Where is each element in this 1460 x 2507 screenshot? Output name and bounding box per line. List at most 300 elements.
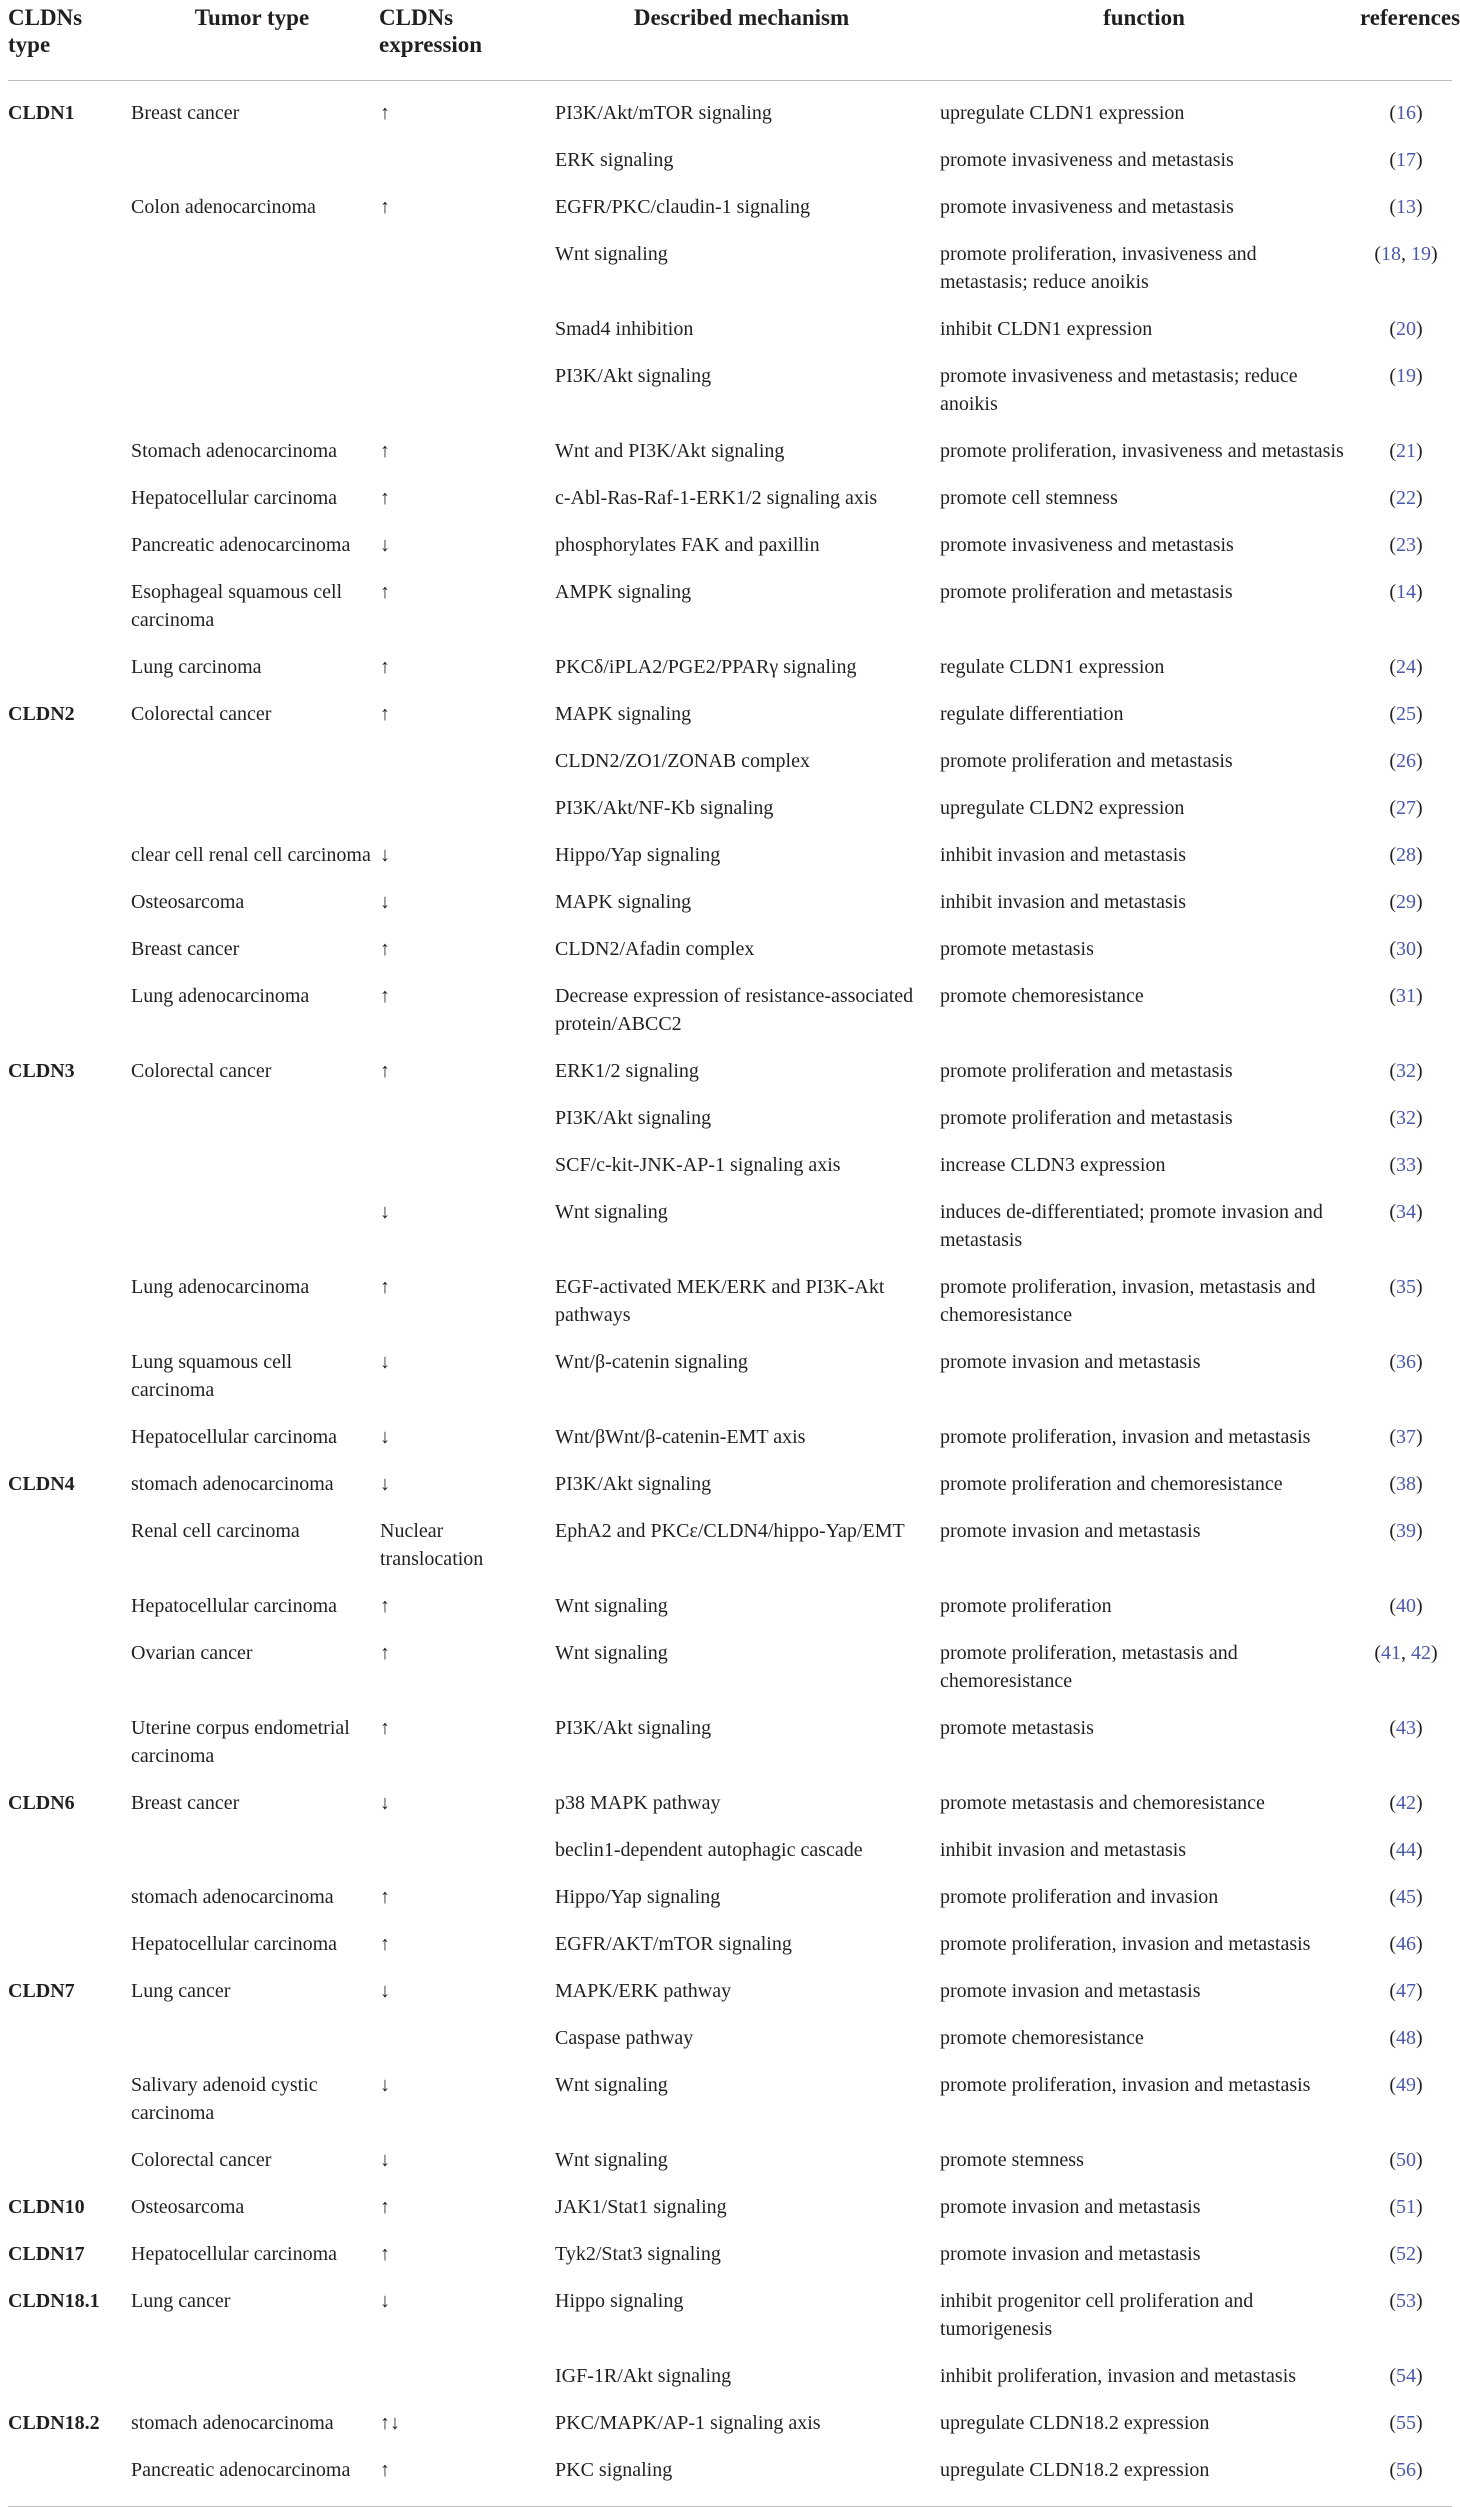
function-cell: promote invasiveness and metastasis — [940, 196, 1234, 218]
references-cell: (41, 42) — [1374, 1642, 1438, 1664]
tumor-type-cell — [125, 1825, 379, 1872]
tumor-type-cell: Esophageal squamous cell carcinoma — [131, 581, 343, 631]
reference-link[interactable]: 33 — [1396, 1154, 1416, 1176]
expression-cell: ↑ — [380, 1595, 390, 1617]
function-cell: regulate differentiation — [940, 703, 1124, 725]
table-row — [8, 1825, 1452, 1872]
expression-cell: ↓ — [380, 2290, 390, 2312]
tumor-type-cell — [125, 304, 379, 351]
references-cell: (52) — [1389, 2243, 1423, 2265]
reference-link[interactable]: 34 — [1396, 1201, 1416, 1223]
tumor-type-cell: Lung cancer — [131, 2290, 231, 2312]
expression-cell: ↑ — [380, 985, 390, 1007]
table-row — [8, 642, 1452, 689]
function-cell: inhibit invasion and metastasis — [940, 1839, 1187, 1861]
expression-cell — [379, 135, 549, 182]
tumor-type-cell: Stomach adenocarcinoma — [131, 440, 338, 462]
tumor-type-cell — [125, 2351, 379, 2398]
cldn-type-cell — [8, 1337, 125, 1412]
tumor-type-cell: Uterine corpus endometrial carcinoma — [131, 1717, 350, 1767]
references-cell: (39) — [1389, 1520, 1423, 1542]
table-row — [8, 924, 1452, 971]
function-cell: inhibit invasion and metastasis — [940, 891, 1187, 913]
reference-link[interactable]: 24 — [1396, 656, 1416, 678]
function-cell: promote invasiveness and metastasis — [940, 149, 1234, 171]
reference-link[interactable]: 22 — [1396, 487, 1416, 509]
tumor-type-cell: Hepatocellular carcinoma — [131, 1933, 337, 1955]
table-row — [8, 830, 1452, 877]
table-row — [8, 304, 1452, 351]
cldn-type-cell: CLDN1 — [8, 102, 75, 124]
tumor-type-cell: Renal cell carcinoma — [131, 1520, 300, 1542]
expression-cell: ↓ — [380, 2074, 390, 2096]
tumor-type-cell: Lung adenocarcinoma — [131, 985, 310, 1007]
mechanism-cell: PKC/MAPK/AP-1 signaling axis — [555, 2412, 821, 2434]
reference-link[interactable]: 48 — [1396, 2027, 1416, 2049]
cldn-type-cell: CLDN10 — [8, 2196, 85, 2218]
function-cell: promote invasiveness and metastasis; reduce anoikis — [940, 365, 1298, 415]
references-cell: (27) — [1389, 797, 1423, 819]
reference-link[interactable]: 23 — [1396, 534, 1416, 556]
reference-link[interactable]: 25 — [1396, 703, 1416, 725]
mechanism-cell: p38 MAPK pathway — [555, 1792, 721, 1814]
function-cell: inhibit progenitor cell proliferation and tumorigenesis — [940, 2290, 1254, 2340]
references-cell: (32) — [1389, 1107, 1423, 1129]
expression-cell: ↑ — [380, 487, 390, 509]
table-body — [8, 81, 1452, 2507]
cldn-type-cell — [8, 351, 125, 426]
references-cell: (33) — [1389, 1154, 1423, 1176]
cldn-type-cell — [8, 736, 125, 783]
references-cell: (35) — [1389, 1276, 1423, 1298]
cldn-type-cell — [8, 1581, 125, 1628]
expression-cell — [379, 351, 549, 426]
table-row — [8, 1140, 1452, 1187]
reference-link[interactable]: 17 — [1396, 149, 1416, 171]
cldn-type-cell — [8, 1412, 125, 1459]
expression-cell — [379, 1140, 549, 1187]
cldn-type-cell: CLDN2 — [8, 703, 75, 725]
expression-cell: ↑ — [380, 196, 390, 218]
cldn-type-cell — [8, 2135, 125, 2182]
table-row — [8, 473, 1452, 520]
expression-cell: Nuclear translocation — [380, 1520, 484, 1570]
references-cell: (49) — [1389, 2074, 1423, 2096]
references-cell: (56) — [1354, 2445, 1452, 2507]
expression-cell: ↑ — [380, 1060, 390, 1082]
expression-cell: ↓ — [380, 534, 390, 556]
expression-cell: ↑ — [380, 581, 390, 603]
reference-link[interactable]: 14 — [1396, 581, 1416, 603]
reference-link[interactable]: 42 — [1396, 1792, 1416, 1814]
function-cell: promote proliferation, metastasis and chemoresistance — [940, 1642, 1238, 1692]
mechanism-cell: AMPK signaling — [555, 581, 692, 603]
header-references: references — [1354, 0, 1452, 81]
function-cell: promote metastasis and chemoresistance — [940, 1792, 1265, 1814]
mechanism-cell: c-Abl-Ras-Raf-1-ERK1/2 signaling axis — [555, 487, 878, 509]
expression-cell: ↑ — [380, 1886, 390, 1908]
expression-cell — [379, 783, 549, 830]
cldn-type-cell — [8, 1140, 125, 1187]
table-row — [8, 229, 1452, 304]
reference-link[interactable]: 49 — [1396, 2074, 1416, 2096]
cldn-type-cell — [8, 1506, 125, 1581]
mechanism-cell: Hippo signaling — [555, 2290, 684, 2312]
table-row — [8, 1093, 1452, 1140]
mechanism-cell: EGFR/AKT/mTOR signaling — [555, 1933, 792, 1955]
expression-cell: ↑ — [380, 2243, 390, 2265]
reference-link[interactable]: 36 — [1396, 1351, 1416, 1373]
tumor-type-cell: Pancreatic adenocarcinoma — [125, 2445, 379, 2507]
reference-link[interactable]: 30 — [1396, 938, 1416, 960]
tumor-type-cell: Salivary adenoid cystic carcinoma — [131, 2074, 318, 2124]
references-cell: (13) — [1389, 196, 1423, 218]
function-cell: inhibit CLDN1 expression — [940, 318, 1153, 340]
table-row — [8, 2229, 1452, 2276]
mechanism-cell: MAPK/ERK pathway — [555, 1980, 732, 2002]
tumor-type-cell: Colorectal cancer — [131, 2149, 272, 2171]
mechanism-cell: PI3K/Akt/NF-Kb signaling — [555, 797, 774, 819]
table-row — [8, 2445, 1452, 2507]
reference-link[interactable]: 16 — [1396, 102, 1416, 124]
cldn-table — [8, 0, 1460, 2507]
function-cell: upregulate CLDN18.2 expression — [934, 2445, 1354, 2507]
table-row — [8, 2060, 1452, 2135]
header-tumor-type: Tumor type — [125, 0, 379, 81]
references-cell: (48) — [1389, 2027, 1423, 2049]
references-cell: (42) — [1389, 1792, 1423, 1814]
tumor-type-cell: stomach adenocarcinoma — [131, 1886, 334, 1908]
table-row — [8, 567, 1452, 642]
tumor-type-cell: clear cell renal cell carcinoma — [131, 844, 371, 866]
references-cell: (24) — [1389, 656, 1423, 678]
mechanism-cell: Wnt signaling — [555, 1642, 668, 1664]
tumor-type-cell: Breast cancer — [131, 938, 240, 960]
reference-link[interactable]: 44 — [1396, 1839, 1416, 1861]
table-header — [8, 0, 1460, 81]
cldn-type-cell — [8, 2060, 125, 2135]
mechanism-cell: EGFR/PKC/claudin-1 signaling — [555, 196, 810, 218]
cldn-type-cell — [8, 1872, 125, 1919]
reference-link[interactable]: 54 — [1396, 2365, 1416, 2387]
mechanism-cell: JAK1/Stat1 signaling — [555, 2196, 727, 2218]
table-row — [8, 1459, 1452, 1506]
reference-link[interactable]: 27 — [1396, 797, 1416, 819]
reference-link[interactable]: 40 — [1396, 1595, 1416, 1617]
function-cell: promote proliferation, invasion and metastasis — [940, 1426, 1311, 1448]
expression-cell: ↑ — [379, 2445, 549, 2507]
reference-link[interactable]: 56 — [1396, 2459, 1416, 2481]
function-cell: promote proliferation — [940, 1595, 1112, 1617]
references-cell: (50) — [1389, 2149, 1423, 2171]
mechanism-cell: beclin1-dependent autophagic cascade — [555, 1839, 863, 1861]
reference-link[interactable]: 46 — [1396, 1933, 1416, 1955]
mechanism-cell: ERK signaling — [555, 149, 674, 171]
expression-cell — [379, 736, 549, 783]
references-cell: (37) — [1389, 1426, 1423, 1448]
references-cell: (14) — [1389, 581, 1423, 603]
expression-cell — [379, 2351, 549, 2398]
function-cell: promote proliferation and invasion — [940, 1886, 1219, 1908]
table-row — [8, 1966, 1452, 2013]
table-row — [8, 877, 1452, 924]
references-cell: (18, 19) — [1374, 243, 1438, 265]
reference-link[interactable]: 37 — [1396, 1426, 1416, 1448]
reference-link[interactable]: 29 — [1396, 891, 1416, 913]
reference-link[interactable]: 52 — [1396, 2243, 1416, 2265]
reference-link[interactable]: 42 — [1411, 1642, 1431, 1664]
table-row — [8, 81, 1452, 136]
reference-link[interactable]: 28 — [1396, 844, 1416, 866]
function-cell: promote stemness — [940, 2149, 1084, 2171]
function-cell: promote metastasis — [940, 1717, 1094, 1739]
cldn-type-cell — [8, 1825, 125, 1872]
mechanism-cell: Smad4 inhibition — [555, 318, 694, 340]
reference-link[interactable]: 20 — [1396, 318, 1416, 340]
cldn-type-cell — [8, 924, 125, 971]
references-cell: (19) — [1389, 365, 1423, 387]
cldn-type-cell — [8, 1628, 125, 1703]
mechanism-cell: phosphorylates FAK and paxillin — [555, 534, 820, 556]
reference-link[interactable]: 45 — [1396, 1886, 1416, 1908]
expression-cell: ↓ — [380, 844, 390, 866]
header-row — [8, 0, 1452, 81]
mechanism-cell: PI3K/Akt signaling — [555, 1717, 712, 1739]
reference-link[interactable]: 41 — [1381, 1642, 1401, 1664]
expression-cell: ↑ — [380, 656, 390, 678]
mechanism-cell: PI3K/Akt/mTOR signaling — [555, 102, 772, 124]
references-cell: (16) — [1389, 102, 1423, 124]
cldn-type-cell — [8, 567, 125, 642]
cldn-type-cell: CLDN7 — [8, 1980, 75, 2002]
cldn-type-cell — [8, 1703, 125, 1778]
tumor-type-cell — [125, 351, 379, 426]
table-row — [8, 1412, 1452, 1459]
tumor-type-cell: Colorectal cancer — [131, 703, 272, 725]
cldn-type-cell — [8, 642, 125, 689]
references-cell: (43) — [1389, 1717, 1423, 1739]
references-cell: (34) — [1389, 1201, 1423, 1223]
tumor-type-cell — [125, 1093, 379, 1140]
reference-link[interactable]: 32 — [1396, 1060, 1416, 1082]
expression-cell: ↑ — [380, 2196, 390, 2218]
function-cell: promote invasion and metastasis — [940, 1351, 1201, 1373]
tumor-type-cell: stomach adenocarcinoma — [131, 2412, 334, 2434]
function-cell: promote chemoresistance — [940, 2027, 1144, 2049]
function-cell: upregulate CLDN1 expression — [940, 102, 1185, 124]
expression-cell: ↓ — [380, 1201, 390, 1223]
references-cell: (36) — [1389, 1351, 1423, 1373]
reference-link[interactable]: 31 — [1396, 985, 1416, 1007]
table-row — [8, 351, 1452, 426]
cldn-type-cell — [8, 473, 125, 520]
mechanism-cell: MAPK signaling — [555, 703, 692, 725]
mechanism-cell: Caspase pathway — [555, 2027, 694, 2049]
expression-cell: ↑ — [380, 1276, 390, 1298]
cldn-type-cell — [8, 783, 125, 830]
table-row — [8, 1506, 1452, 1581]
function-cell: inhibit proliferation, invasion and metastasis — [940, 2365, 1297, 2387]
expression-cell: ↓ — [380, 1473, 390, 1495]
function-cell: promote proliferation, invasion, metastasis and chemoresistance — [940, 1276, 1316, 1326]
references-cell: (17) — [1389, 149, 1423, 171]
reference-link[interactable]: 13 — [1396, 196, 1416, 218]
function-cell: promote chemoresistance — [940, 985, 1144, 1007]
table-row — [8, 520, 1452, 567]
cldn-type-cell — [8, 2013, 125, 2060]
function-cell: promote invasion and metastasis — [940, 2196, 1201, 2218]
tumor-type-cell: Lung adenocarcinoma — [131, 1276, 310, 1298]
tumor-type-cell: Colorectal cancer — [131, 1060, 272, 1082]
function-cell: increase CLDN3 expression — [940, 1154, 1166, 1176]
expression-cell: ↑ — [380, 938, 390, 960]
reference-link[interactable]: 26 — [1396, 750, 1416, 772]
cldn-type-cell — [8, 1093, 125, 1140]
tumor-type-cell — [125, 229, 379, 304]
mechanism-cell: IGF-1R/Akt signaling — [555, 2365, 732, 2387]
tumor-type-cell: Hepatocellular carcinoma — [131, 2243, 337, 2265]
cldn-type-cell — [8, 2445, 125, 2507]
tumor-type-cell: Hepatocellular carcinoma — [131, 1426, 337, 1448]
references-cell: (55) — [1389, 2412, 1423, 2434]
tumor-type-cell: Lung carcinoma — [131, 656, 262, 678]
cldn-type-cell: CLDN3 — [8, 1060, 75, 1082]
expression-cell — [379, 2013, 549, 2060]
table-row — [8, 1337, 1452, 1412]
reference-link[interactable]: 53 — [1396, 2290, 1416, 2312]
expression-cell — [379, 229, 549, 304]
expression-cell: ↑↓ — [380, 2412, 400, 2434]
function-cell: upregulate CLDN18.2 expression — [940, 2412, 1210, 2434]
header-cldns-expression: CLDNs expression — [379, 0, 549, 81]
tumor-type-cell: Pancreatic adenocarcinoma — [131, 534, 351, 556]
reference-link[interactable]: 55 — [1396, 2412, 1416, 2434]
mechanism-cell: Decrease expression of resistance-associated protein/ABCC2 — [555, 985, 914, 1035]
cldn-type-cell — [8, 182, 125, 229]
expression-cell: ↑ — [380, 703, 390, 725]
reference-link[interactable]: 38 — [1396, 1473, 1416, 1495]
expression-cell: ↓ — [380, 2149, 390, 2171]
table-row — [8, 2013, 1452, 2060]
table-row — [8, 1703, 1452, 1778]
table-row — [8, 182, 1452, 229]
tumor-type-cell — [125, 135, 379, 182]
expression-cell: ↑ — [380, 1717, 390, 1739]
tumor-type-cell: Colon adenocarcinoma — [131, 196, 316, 218]
reference-link[interactable]: 51 — [1396, 2196, 1416, 2218]
mechanism-cell: MAPK signaling — [555, 891, 692, 913]
expression-cell: ↑ — [380, 440, 390, 462]
function-cell: promote proliferation and metastasis — [940, 750, 1233, 772]
references-cell: (38) — [1389, 1473, 1423, 1495]
reference-link[interactable]: 43 — [1396, 1717, 1416, 1739]
reference-link[interactable]: 21 — [1396, 440, 1416, 462]
tumor-type-cell — [125, 1140, 379, 1187]
reference-link[interactable]: 32 — [1396, 1107, 1416, 1129]
function-cell: regulate CLDN1 expression — [940, 656, 1165, 678]
function-cell: inhibit invasion and metastasis — [940, 844, 1187, 866]
references-cell: (47) — [1389, 1980, 1423, 2002]
tumor-type-cell: Breast cancer — [131, 102, 240, 124]
cldn-type-cell — [8, 2351, 125, 2398]
cldn-type-cell: CLDN4 — [8, 1473, 75, 1495]
table-row — [8, 1262, 1452, 1337]
expression-cell: ↓ — [380, 891, 390, 913]
references-cell: (29) — [1389, 891, 1423, 913]
mechanism-cell: ERK1/2 signaling — [555, 1060, 699, 1082]
tumor-type-cell: Lung squamous cell carcinoma — [131, 1351, 293, 1401]
table-row — [8, 426, 1452, 473]
tumor-type-cell: stomach adenocarcinoma — [131, 1473, 334, 1495]
mechanism-cell: Wnt signaling — [555, 243, 668, 265]
expression-cell: ↓ — [380, 1792, 390, 1814]
cldn-type-cell — [8, 971, 125, 1046]
table-row — [8, 1872, 1452, 1919]
table-row — [8, 1187, 1452, 1262]
reference-link[interactable]: 19 — [1396, 365, 1416, 387]
references-cell: (20) — [1389, 318, 1423, 340]
references-cell: (45) — [1389, 1886, 1423, 1908]
function-cell: induces de-differentiated; promote invasion and metastasis — [940, 1201, 1323, 1251]
mechanism-cell: Hippo/Yap signaling — [555, 1886, 721, 1908]
reference-link[interactable]: 35 — [1396, 1276, 1416, 1298]
mechanism-cell: Wnt signaling — [555, 1595, 668, 1617]
table-row — [8, 736, 1452, 783]
function-cell: promote proliferation and metastasis — [940, 1107, 1233, 1129]
references-cell: (44) — [1389, 1839, 1423, 1861]
tumor-type-cell: Ovarian cancer — [131, 1642, 253, 1664]
mechanism-cell: CLDN2/ZO1/ZONAB complex — [555, 750, 810, 772]
reference-link[interactable]: 47 — [1396, 1980, 1416, 2002]
tumor-type-cell: Hepatocellular carcinoma — [131, 1595, 337, 1617]
mechanism-cell: Hippo/Yap signaling — [555, 844, 721, 866]
tumor-type-cell — [125, 2013, 379, 2060]
cldn-type-cell: CLDN18.1 — [8, 2290, 100, 2312]
reference-link[interactable]: 39 — [1396, 1520, 1416, 1542]
function-cell: promote proliferation and chemoresistance — [940, 1473, 1283, 1495]
references-cell: (54) — [1389, 2365, 1423, 2387]
reference-link[interactable]: 18 — [1381, 243, 1401, 265]
function-cell: promote invasion and metastasis — [940, 1520, 1201, 1542]
references-cell: (51) — [1389, 2196, 1423, 2218]
cldn-type-cell — [8, 877, 125, 924]
reference-link[interactable]: 19 — [1411, 243, 1431, 265]
table-row — [8, 783, 1452, 830]
header-cldns-type: CLDNs type — [8, 0, 125, 81]
mechanism-cell: Wnt signaling — [555, 2074, 668, 2096]
cldn-type-cell — [8, 304, 125, 351]
tumor-type-cell: Hepatocellular carcinoma — [131, 487, 337, 509]
tumor-type-cell: Lung cancer — [131, 1980, 231, 2002]
table-row — [8, 1581, 1452, 1628]
mechanism-cell: Wnt/βWnt/β-catenin-EMT axis — [555, 1426, 806, 1448]
cldn-type-cell — [8, 830, 125, 877]
references-cell: (40) — [1389, 1595, 1423, 1617]
expression-cell: ↓ — [380, 1980, 390, 2002]
table-row — [8, 971, 1452, 1046]
table-row — [8, 2182, 1452, 2229]
table-row — [8, 135, 1452, 182]
references-cell: (53) — [1389, 2290, 1423, 2312]
reference-link[interactable]: 50 — [1396, 2149, 1416, 2171]
function-cell: promote invasiveness and metastasis — [940, 534, 1234, 556]
references-cell: (32) — [1389, 1060, 1423, 1082]
tumor-type-cell: Osteosarcoma — [131, 891, 245, 913]
expression-cell — [379, 304, 549, 351]
mechanism-cell: CLDN2/Afadin complex — [555, 938, 755, 960]
references-cell: (21) — [1389, 440, 1423, 462]
mechanism-cell: PKCδ/iPLA2/PGE2/PPARγ signaling — [555, 656, 857, 678]
